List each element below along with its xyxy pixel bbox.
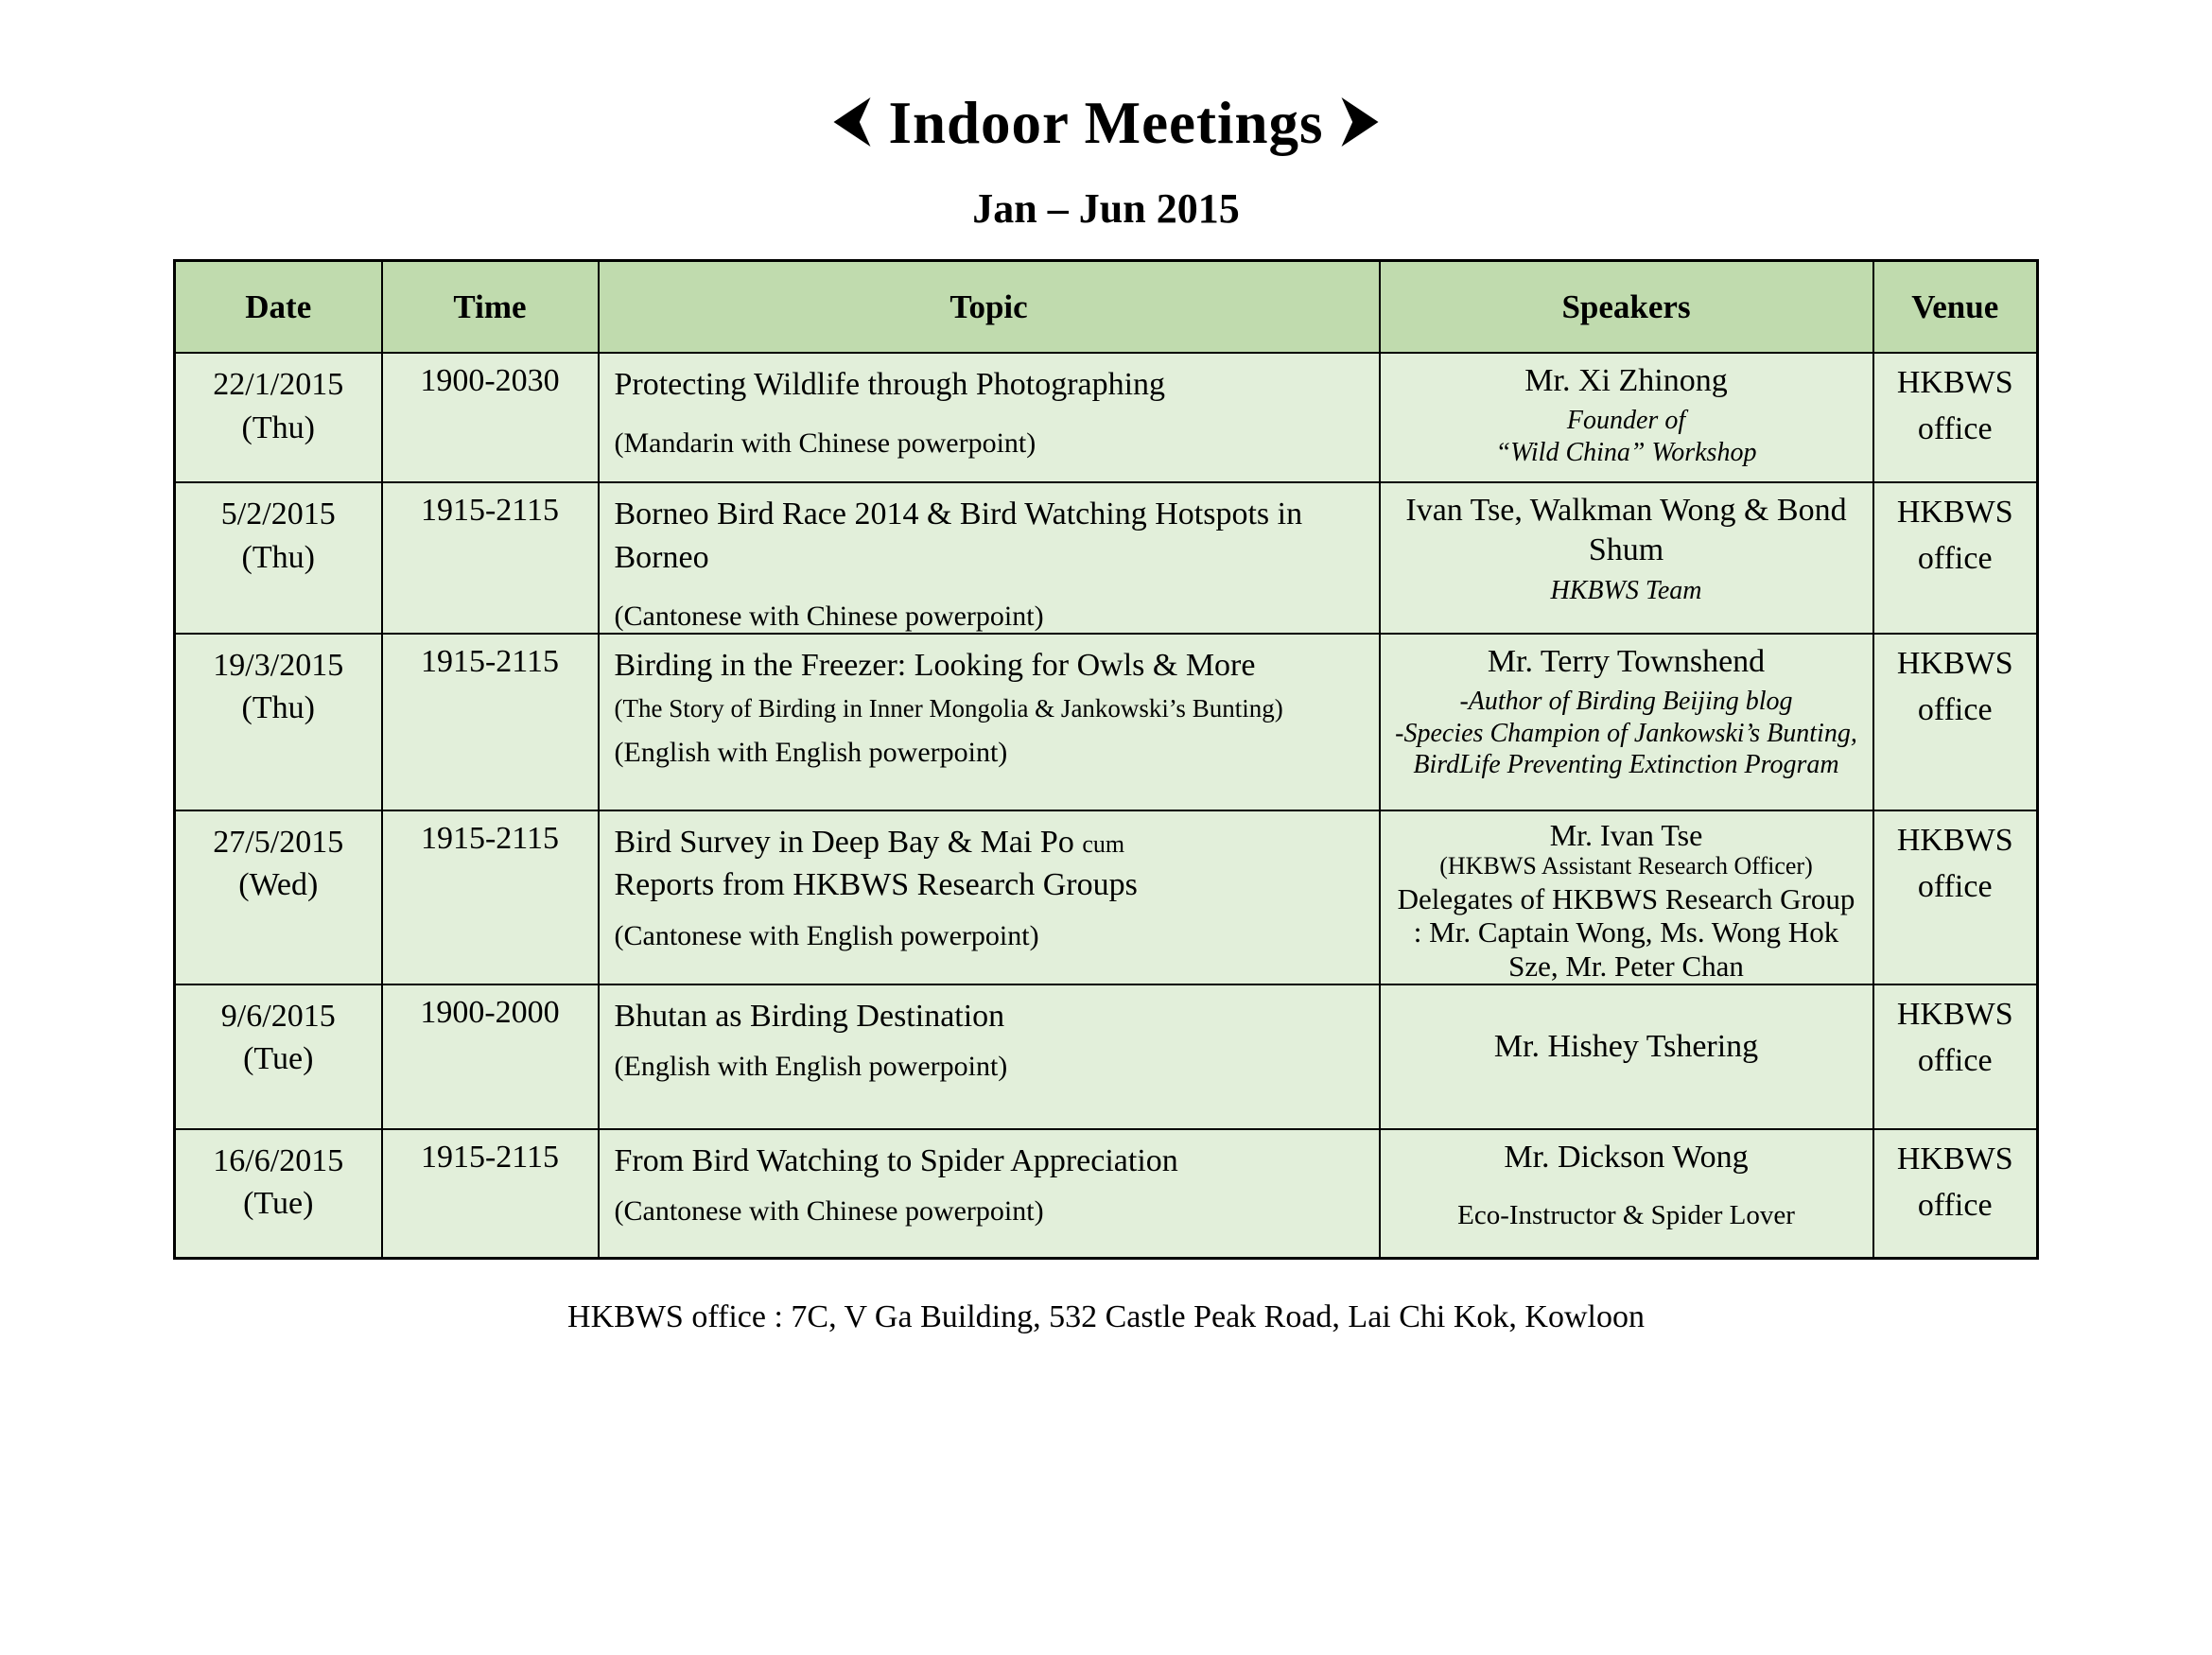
topic-title: Protecting Wildlife through Photographing (614, 366, 1166, 402)
speakers-cell (1380, 810, 1873, 984)
venue-cell: HKBWS office (1873, 1129, 2038, 1259)
topic-cell (599, 482, 1380, 634)
date-value: 16/6/2015 (213, 1142, 344, 1178)
topic-cell (599, 353, 1380, 482)
topic-cell (599, 1129, 1380, 1259)
time-cell: 1900-2030 (382, 353, 599, 482)
speaker-name: Mr. Dickson Wong (1504, 1139, 1749, 1175)
date-weekday: (Thu) (241, 409, 315, 445)
speakers-cell (1380, 1129, 1873, 1259)
venue-cell: HKBWS office (1873, 984, 2038, 1129)
topic-title-suffix: cum (1082, 829, 1125, 858)
date-weekday: (Thu) (241, 690, 315, 726)
speaker-role: HKBWS Team (1550, 575, 1702, 605)
topic-language: (English with English powerpoint) (614, 737, 1008, 769)
time-cell: 1915-2115 (382, 1129, 599, 1259)
table-row (175, 482, 2038, 634)
topic-title: Borneo Bird Race 2014 & Bird Watching Hotspots in Borneo (614, 496, 1303, 575)
date-weekday: (Tue) (243, 1041, 314, 1077)
speaker-role: Eco-Instructor & Spider Lover (1457, 1200, 1795, 1231)
topic-cell (599, 984, 1380, 1129)
page-title-text: Indoor Meetings (888, 90, 1324, 156)
date-cell (175, 634, 382, 810)
venue-cell: HKBWS office (1873, 353, 2038, 482)
date-cell (175, 984, 382, 1129)
date-value: 19/3/2015 (213, 647, 344, 683)
time-cell: 1915-2115 (382, 634, 599, 810)
speaker-role: -Author of Birding Beijing blog -Species Champion of Jankowski’s Bunting, BirdLife Preventing Extinction Program (1395, 687, 1857, 780)
page-subtitle: Jan – Jun 2015 (972, 185, 1240, 233)
page-title (0, 91, 2212, 156)
column-header-topic: Topic (599, 261, 1380, 353)
topic-language: (Cantonese with English powerpoint) (614, 920, 1039, 952)
table-row (175, 984, 2038, 1129)
topic-title: Bird Survey in Deep Bay & Mai Po cum (614, 824, 1125, 860)
header-row (175, 261, 2038, 353)
speaker-name: Mr. Hishey Tshering (1493, 1028, 1759, 1064)
topic-title-line2: Reports from HKBWS Research Groups (614, 867, 1138, 903)
date-weekday: (Wed) (238, 867, 319, 903)
table-row (175, 353, 2038, 482)
date-cell (175, 482, 382, 634)
speaker-role: Founder of “Wild China” Workshop (1495, 406, 1757, 467)
speaker-note: (HKBWS Assistant Research Officer) (1439, 851, 1813, 880)
speaker-name: Mr. Terry Townshend (1487, 643, 1766, 679)
table-row (175, 810, 2038, 984)
right-arrowhead-icon (1341, 97, 1379, 147)
topic-language: (Mandarin with Chinese powerpoint) (614, 427, 1036, 459)
time-cell: 1915-2115 (382, 810, 599, 984)
date-value: 5/2/2015 (220, 496, 336, 531)
speakers-cell (1380, 353, 1873, 482)
speaker-name: Mr. Ivan Tse (1549, 817, 1703, 852)
column-header-speakers: Speakers (1380, 261, 1873, 353)
topic-note: (The Story of Birding in Inner Mongolia & Jankowski’s Bunting) (614, 694, 1283, 723)
speakers-cell (1380, 634, 1873, 810)
topic-language: (English with English powerpoint) (614, 1051, 1008, 1083)
column-header-date: Date (175, 261, 382, 353)
topic-title: From Bird Watching to Spider Appreciation (614, 1142, 1178, 1178)
speaker-name: Ivan Tse, Walkman Wong & Bond Shum (1405, 492, 1847, 568)
date-value: 9/6/2015 (220, 998, 336, 1034)
document-page (0, 91, 2212, 1655)
topic-language: (Cantonese with Chinese powerpoint) (614, 1195, 1044, 1228)
column-header-venue: Venue (1873, 261, 2038, 353)
venue-cell: HKBWS office (1873, 482, 2038, 634)
table-row (175, 1129, 2038, 1259)
speaker-delegates: Delegates of HKBWS Research Group : Mr. Captain Wong, Ms. Wong Hok Sze, Mr. Peter Chan (1397, 881, 1855, 983)
venue-cell: HKBWS office (1873, 810, 2038, 984)
venue-address-note: HKBWS office : 7C, V Ga Building, 532 Castle Peak Road, Lai Chi Kok, Kowloon (567, 1299, 1645, 1335)
date-cell (175, 353, 382, 482)
time-cell: 1900-2000 (382, 984, 599, 1129)
speakers-cell (1380, 482, 1873, 634)
speaker-name: Mr. Xi Zhinong (1524, 362, 1728, 398)
time-cell: 1915-2115 (382, 482, 599, 634)
left-arrowhead-icon (833, 97, 871, 147)
topic-title: Bhutan as Birding Destination (614, 998, 1005, 1034)
speakers-cell (1380, 984, 1873, 1129)
table-row (175, 634, 2038, 810)
meetings-table (173, 259, 2039, 1260)
topic-language: (Cantonese with Chinese powerpoint) (614, 600, 1044, 632)
topic-title: Birding in the Freezer: Looking for Owls & More (614, 647, 1256, 683)
venue-cell: HKBWS office (1873, 634, 2038, 810)
date-value: 27/5/2015 (213, 824, 344, 860)
date-weekday: (Thu) (241, 539, 315, 575)
date-cell (175, 1129, 382, 1259)
topic-cell (599, 810, 1380, 984)
date-cell (175, 810, 382, 984)
topic-cell (599, 634, 1380, 810)
date-value: 22/1/2015 (213, 366, 344, 402)
column-header-time: Time (382, 261, 599, 353)
date-weekday: (Tue) (243, 1186, 314, 1222)
